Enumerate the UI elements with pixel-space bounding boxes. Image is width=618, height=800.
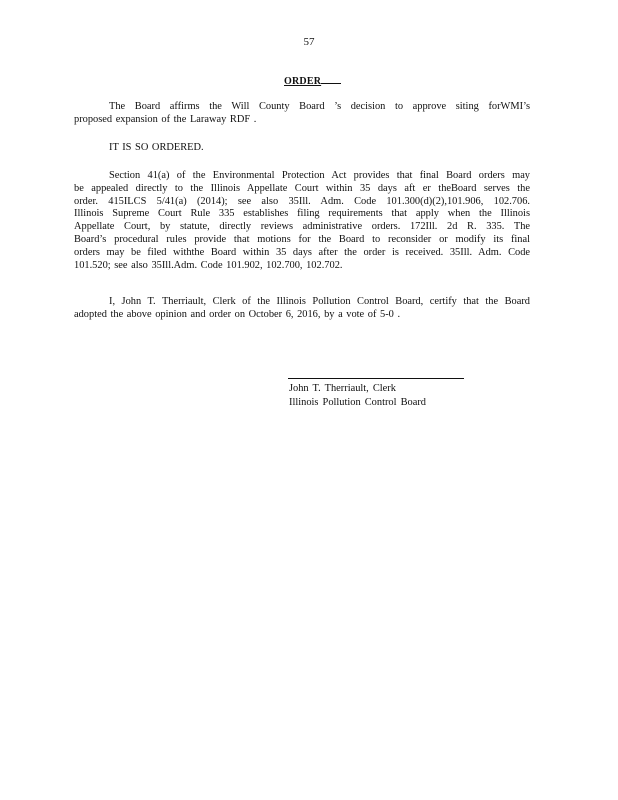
paragraph-line: orders may be filed withthe Board within 35 days after the order is received. 35Ill. Adm. Code <box>74 246 530 258</box>
paragraph-line: I, John T. Therriault, Clerk of the Illinois Pollution Control Board, certify that the Board <box>109 296 530 307</box>
paragraph-line: be appealed directly to the Illinois Appellate Court within 35 days aft er theBoard serves the <box>74 182 530 194</box>
order-heading-text: ORDER <box>284 76 322 87</box>
paragraph-line: Board’s procedural rules provide that motions for the Board to reconsider or modify its final <box>74 233 530 245</box>
paragraph-line: proposed expansion of the Laraway RDF . <box>74 113 257 125</box>
paragraph-line: Section 41(a) of the Environmental Protection Act provides that final Board orders may <box>109 170 530 181</box>
paragraph-so-ordered <box>74 142 530 155</box>
paragraph-line: order. 415ILCS 5/41(a) (2014); see also 35Ill. Adm. Code 101.300(d)(2),101.906, 102.706. <box>74 195 530 207</box>
paragraph-affirmation <box>74 101 530 127</box>
paragraph-certification <box>74 296 530 322</box>
paragraph-line: Appellate Court, by statute, directly reviews administrative orders. 172Ill. 2d R. 335. The <box>74 221 530 233</box>
signature-line <box>288 378 464 379</box>
paragraph-line: 101.520; see also 35Ill.Adm. Code 101.902, 102.700, 102.702. <box>74 259 343 271</box>
signature-organization: Illinois Pollution Control Board <box>289 397 426 408</box>
paragraph-line: IT IS SO ORDERED. <box>109 142 204 153</box>
paragraph-line: The Board affirms the Will County Board ’s decision to approve siting forWMI’s <box>109 101 530 112</box>
page-number: 57 <box>303 36 315 48</box>
signature-name: John T. Therriault, Clerk <box>289 383 396 394</box>
paragraph-appeal-rights <box>74 170 530 272</box>
heading-underline-rule <box>321 74 341 84</box>
order-heading <box>284 74 341 87</box>
signature-block <box>289 382 426 410</box>
paragraph-line: Illinois Supreme Court Rule 335 establishes filing requirements that apply when the Illinois <box>74 208 530 220</box>
paragraph-line: adopted the above opinion and order on October 6, 2016, by a vote of 5-0 . <box>74 308 401 320</box>
